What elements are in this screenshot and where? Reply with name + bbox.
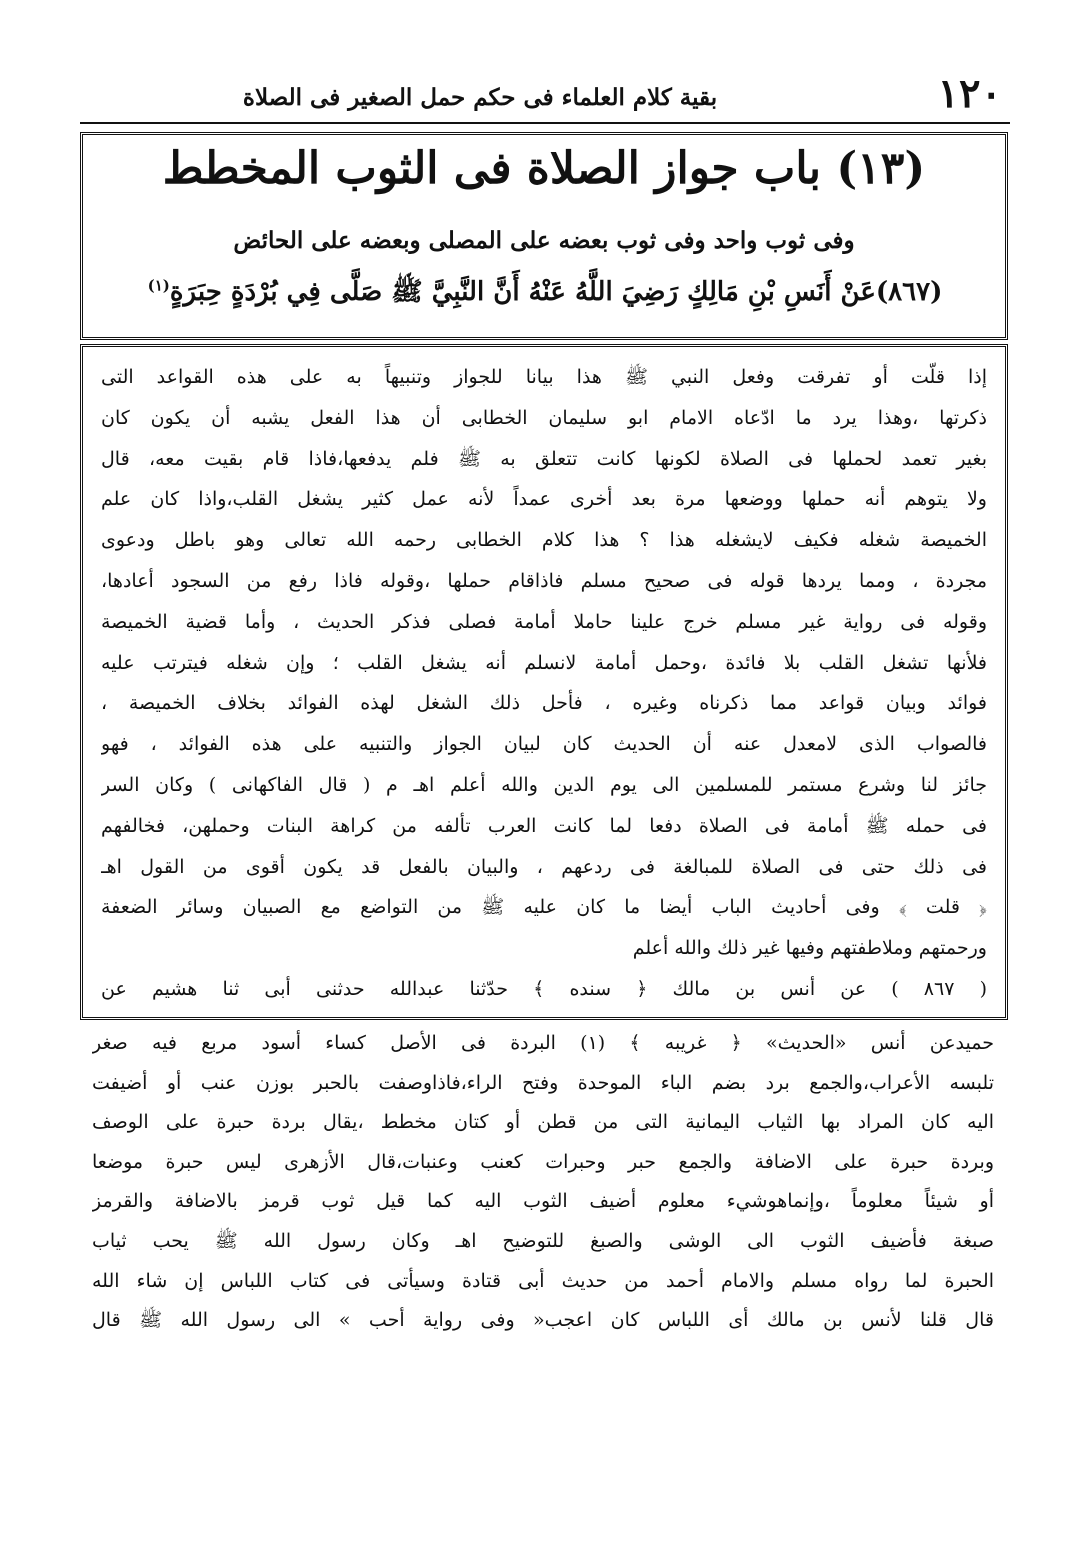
commentary-line: ورحمتهم وملاطفتهم وفيها غير ذلك والله أعلم — [632, 937, 987, 960]
commentary-line: إذا قلّت أو تفرقت وفعل النبي ﷺ هذا بيانا للجواز وتنبيهاً به على هذه القواعد التى — [101, 366, 987, 388]
chapter-heading-box — [80, 132, 1008, 340]
running-title: بقية كلام العلماء فى حكم حمل الصغير فى الصلاة — [242, 84, 718, 111]
annotation-line: اليه كان المراد بها الثياب اليمانية التى من قطن أو كتان مخطط ،يقال بردة حبرة على الوصف — [92, 1111, 994, 1134]
commentary-line: فلأنها تشغل القلب بلا فائدة ،وحمل أمامة لانسلم أنه يشغل القلب ؛ وإن شغله فيترتب عليه — [101, 651, 987, 674]
annotation-section — [92, 1024, 994, 1341]
commentary-line: الخميصة شغله فكيف لايشغله هذا ؟ هذا كلام الخطابى رحمه الله تعالى وهو باطل ودعوى — [101, 529, 987, 552]
commentary-line: ذكرتها ،وهذا يرد ما ادّعاه الامام ابو سليمان الخطابى أن هذا الفعل يشبه أن يكون كان — [101, 406, 987, 429]
commentary-line: فى حمله ﷺ أمامة فى الصلاة دفعا لما كانت العرب تألفه من كراهة البنات وحملهن، فخالفهم — [101, 814, 987, 837]
commentary-line: فى ذلك حتى فى الصلاة للمبالغة فى ردعهم ، والبيان بالفعل قد يكون أقوى من القول اهـ — [101, 855, 987, 878]
annotation-line: وبردة حبرة على الاضافة والجمع حبر وحبرات كعنب وعنبات،قال الأزهرى ليس حبرة موضعا — [92, 1150, 994, 1173]
chapter-subtitle: وفى ثوب واحد وفى ثوب بعضه على المصلى وبعضه على الحائض — [233, 227, 855, 254]
commentary-line: ﴿ قلت ﴾ وفى أحاديث الباب أيضا ما كان عليه ﷺ من التواضع مع الصبيان وسائر الضعفة — [101, 896, 987, 919]
annotation-line: الحبرة لما رواه مسلم والامام أحمد من حديث أبى قتادة وسيأتى فى كتاب اللباس إن شاء الله — [92, 1269, 994, 1292]
commentary-line: ( ٨٦٧ ) عن أنس بن مالك ﴿ سنده ﴾ حدّثنا عبدالله حدثنى أبى ثنا هشيم عن — [101, 977, 987, 1000]
commentary-line: بغير تعمد لحملها فى الصلاة لكونها كانت تتعلق به ﷺ فلم يدفعها،فاذا قام بقيت معه، قال — [101, 447, 987, 470]
running-header — [80, 64, 1010, 124]
commentary-line: فوائد وبيان قواعد مما ذكرناه وغيره ، فأحل ذلك الشغل لهذه الفوائد بخلاف الخميصة ، — [101, 692, 987, 715]
page-number: ١٢٠ — [937, 70, 1002, 117]
footnote-marker: (١) — [147, 276, 170, 295]
annotation-line: أو شيئاً معلوماً ،وإنماهوشيء معلوم أضيف الثوب اليه كما قيل ثوب قرمز بالاضافة والقرمز — [92, 1190, 994, 1213]
commentary-line: جائز لنا وشرع مستمر للمسلمين الى يوم الدين والله أعلم اهـ م ( قال الفاكهانى ) وكان السر — [101, 773, 987, 796]
annotation-line: تلبسه الأعراب،والجمع برد بضم الباء الموحدة وفتح الراء،فاذاوصفت بالحبر بوزن عنب أو أضيفت — [92, 1071, 994, 1094]
commentary-box — [80, 344, 1008, 1020]
annotation-line: حميدعن أنس «الحديث» ﴿ غريبه ﴾ (١) البردة فى الأصل كساء أسود مربع فيه صغر — [92, 1032, 994, 1054]
commentary-line: وقوله فى رواية غير مسلم خرج علينا حاملا أمامة فصلى فذكر الحديث ، وأما قضية الخميصة — [101, 610, 987, 633]
commentary-line: ولا يتوهم أنه حملها ووضعها مرة بعد أخرى عمداً لأنه عمل كثير يشغل القلب،واذا كان علم — [101, 488, 987, 511]
hadith-body: (٨٦٧)عَنْ أَنَسِ بْنِ مَالِكٍ رَضِيَ اللَّهُ عَنْهُ أَنَّ النَّبِيَّ ﷺ صَلَّى فِي بُرْدَةٍ حِبَرَةٍ — [169, 277, 943, 307]
commentary-line: مجردة ، ومما يردها قوله فى صحيح مسلم فاذاقام حملها ،وقوله فاذا رفع من السجود أعادها، — [101, 569, 987, 592]
hadith-text — [103, 275, 987, 313]
commentary-line: فالصواب الذى لامعدل عنه أن الحديث كان لبيان الجواز والتنبيه على هذه الفوائد ، فهو — [101, 733, 987, 756]
annotation-line: صبغة فأضيف الثوب الى الوشى والصبغ للتوضيح اهـ وكان رسول الله ﷺ يحب ثياب — [92, 1229, 994, 1252]
chapter-title: (١٣) باب جواز الصلاة فى الثوب المخطط — [162, 143, 926, 194]
annotation-line: قال قلنا لأنس بن مالك أى اللباس كان اعجب« وفى رواية أحب » الى رسول الله ﷺ قال — [92, 1309, 994, 1332]
